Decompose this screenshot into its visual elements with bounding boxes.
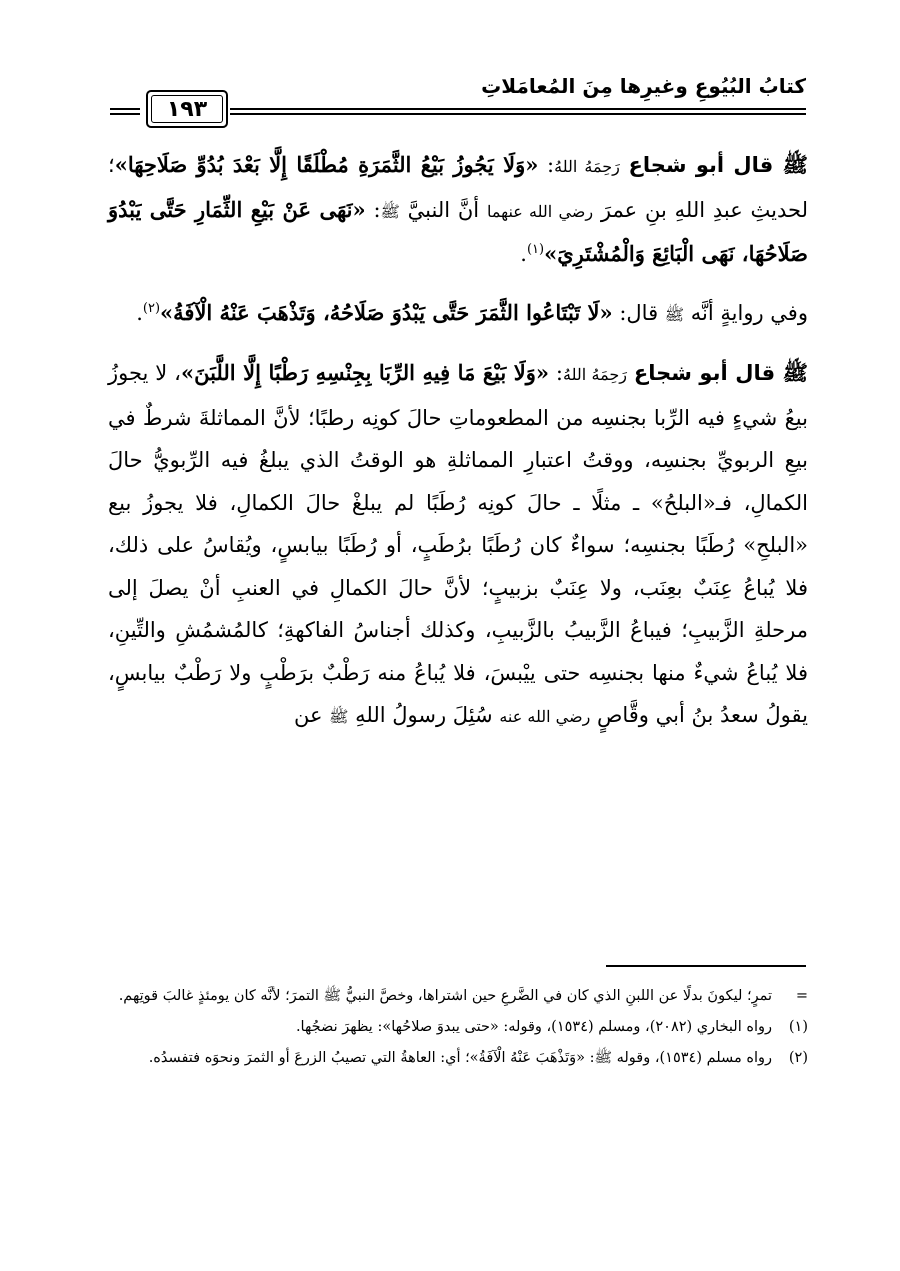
period: . bbox=[520, 242, 527, 266]
honorific-symbol: رَحِمَهُ اللهُ bbox=[563, 365, 627, 384]
header-rule bbox=[230, 108, 806, 115]
footnote-text: رواه البخاري (٢٠٨٢)، ومسلم (١٥٣٤)، وقوله: «حتى يبدوَ صلاحُها»: يظهرَ نضجُها. bbox=[295, 1019, 772, 1035]
matn-lead: ﷺ قال أبو شجاع bbox=[628, 153, 808, 177]
colon: : bbox=[538, 153, 555, 177]
matn-quote: «وَلَا يَجُوزُ بَيْعُ الثَّمَرَةِ مُطْلَقًا إِلَّا بَعْدَ بُدُوِّ صَلَاحِهَا» bbox=[114, 152, 539, 177]
footnotes bbox=[108, 983, 808, 1076]
commentary-text: ؛ لحديثِ عبدِ اللهِ بنِ عمرَ bbox=[108, 153, 808, 222]
honorific-symbol: رضي الله عنه bbox=[499, 707, 591, 726]
commentary-text: ، لا يجوزُ بيعُ شيءٍ فيه الرِّبا بجنسِه من المطعوماتِ حالَ كونِه رطبًا؛ لأنَّ المماثلةَ شرطٌ في بيعِ الربويِّ بجنسِه، ووقتُ اعتبارِ المماثلةِ هو الوقتُ الذي يبلغُ فيه الرِّبويُّ حالَ الكمالِ، فـ«البلحُ» ـ مثلًا ـ حالَ كونِه رُطَبًا لم يبلغْ حالَ الكمالِ، فلا يجوزُ بيع «البلحِ» رُطَبًا بجنسِه؛ سواءٌ كان رُطَبًا برُطَبٍ، أو رُطَبًا بيابسٍ، ويُقاسُ على ذلك، فلا يُباعُ عِنَبٌ بعِنَب، ولا عِنَبٌ بزبيبٍ؛ لأنَّ حالَ الكمالِ في العنبِ أنْ يصلَ إلى مرحلةِ الزَّبيبِ؛ فيباعُ الزَّبيبُ بالزَّبيبِ، وكذلك أجناسُ الفاكهةِ؛ كالمُشمُشِ والتِّينِ، فلا يُباعُ شيءٌ منها بجنسِه حتى ييْبسَ، فلا يُباعُ منه رَطْبٌ برَطْبٍ ولا رَطْبٌ بيابسٍ، يقولُ سعدُ بنُ أبي وقَّاصٍ bbox=[108, 361, 808, 727]
footnote-mark: (٢) bbox=[788, 1050, 808, 1066]
salawat-symbol: ﷺ bbox=[380, 201, 400, 221]
honorific-symbol: رَحِمَهُ اللهُ bbox=[554, 157, 620, 176]
commentary-text: قال: bbox=[612, 300, 665, 325]
footnote-ref[interactable]: (١) bbox=[526, 242, 545, 257]
colon: : bbox=[549, 361, 563, 385]
hadith-quote: «نَهَى عَنْ بَيْعِ الثِّمَارِ حَتَّى يَبْدُوَ صَلَاحُهَا، نَهَى الْبَائِعَ وَالْمُشْتَرِيَ» bbox=[108, 196, 808, 266]
salawat-symbol: ﷺ bbox=[329, 707, 349, 726]
page-header bbox=[110, 70, 806, 128]
running-title: كتابُ البُيُوعِ وغيرِها مِنَ المُعامَلاتِ bbox=[481, 74, 806, 98]
paragraph-2 bbox=[108, 292, 808, 337]
commentary-text: عن bbox=[293, 703, 330, 727]
commentary-text: أنَّ النبيَّ bbox=[407, 197, 487, 222]
footnote-separator bbox=[606, 965, 806, 967]
paragraph-1 bbox=[108, 144, 808, 276]
footnote-text: رواه مسلم (١٥٣٤)، وقوله ﷺ: «وَتَذْهَبَ عَنْهُ الْآفَةُ»؛ أي: العاهةُ التي تصيبُ الزرعَ أو الثمرَ ونحوَه فتفسدُه. bbox=[148, 1050, 772, 1066]
colon: : bbox=[365, 197, 381, 222]
footnote-mark: = bbox=[795, 988, 808, 1004]
matn-quote: «وَلَا بَيْعَ مَا فِيهِ الرِّبَا بِجِنْسِهِ رَطْبًا إِلَّا اللَّبَنَ» bbox=[180, 360, 550, 385]
header-rule-left bbox=[110, 108, 140, 115]
hadith-quote: «لَا تَبْتَاعُوا الثَّمَرَ حَتَّى يَبْدُوَ صَلَاحُهُ، وَتَذْهَبَ عَنْهُ الْآفَةُ» bbox=[160, 299, 613, 325]
footnote-item bbox=[108, 1014, 808, 1041]
period: . bbox=[136, 300, 143, 325]
footnote-item bbox=[108, 1045, 808, 1072]
page-number: ١٩٣ bbox=[166, 96, 208, 122]
footnote-mark: (١) bbox=[788, 1019, 808, 1035]
footnote-text: تمرٍ؛ ليكونَ بدلًا عن اللبنِ الذي كان في الضَّرعِ حين اشتراها، وخصَّ النبيُّ ﷺ التمرَ؛ لأنَّه كان يومئذٍ غالبَ قوتِهم. bbox=[118, 988, 772, 1004]
honorific-symbol: رضي الله عنهما bbox=[486, 201, 594, 221]
main-text bbox=[108, 144, 808, 739]
commentary-text: وفي روايةٍ أنَّه bbox=[690, 300, 808, 325]
paragraph-3 bbox=[108, 352, 808, 739]
footnote-item bbox=[108, 983, 808, 1010]
salawat-symbol: ﷺ bbox=[664, 304, 685, 324]
page-number-frame bbox=[146, 90, 228, 128]
matn-lead: ﷺ قال أبو شجاع bbox=[633, 361, 808, 385]
commentary-text: سُئِلَ رسولُ اللهِ bbox=[355, 703, 500, 727]
footnote-ref[interactable]: (٢) bbox=[142, 300, 161, 316]
